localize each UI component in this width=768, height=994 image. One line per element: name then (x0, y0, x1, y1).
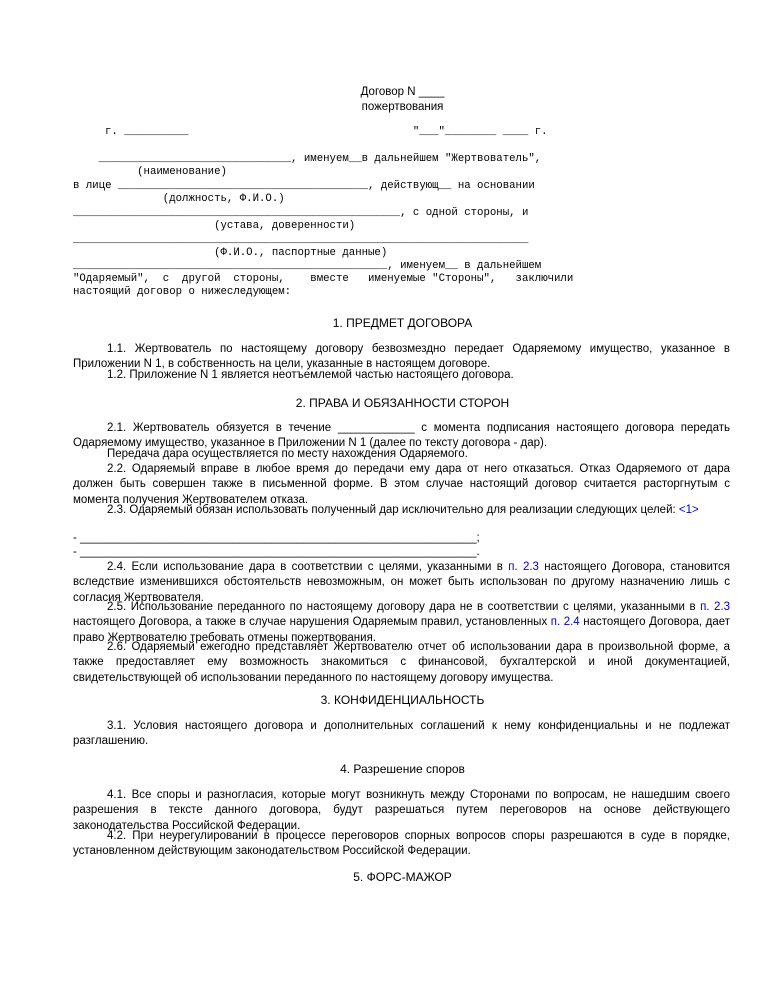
paragraph-2-5-text-c: настоящего Договора, дает право Жертвователю требовать отмены пожертвования. (73, 616, 731, 644)
section-1-heading: 1. ПРЕДМЕТ ДОГОВОРА (332, 316, 473, 330)
section-3-heading: 3. КОНФИДЕНЦИАЛЬНОСТЬ (320, 693, 485, 707)
city-date-line: г. __________ "___"________ ____ г. (105, 126, 548, 138)
section-4-heading: 4. Разрешение споров (340, 762, 465, 776)
paragraph-2-4-text-a: 2.4. Если использование дара в соответствии с целями, указанными в (107, 561, 509, 573)
donor-line: ______________________________, именуем__в дальнейшем "Жертвователь", (73, 153, 542, 165)
paragraph-2-6: 2.6. Одаряемый ежегодно представляет Жертвователю отчет об использовании дара в произвольной форме, а также предоставляет ему возможность знакомиться с финансовой, бухгалтерской и иной документацией, свидетельствующей об использовании переданного по настоящему договору имущества. (73, 641, 730, 684)
charter-line: ___________________________________________________, с одной стороны, и (73, 207, 529, 219)
paragraph-1-2: 1.2. Приложение N 1 является неотъемлемой частью настоящего договора. (107, 369, 514, 381)
recipient-line-2: "Одаряемый", с другой стороны, вместе именуемые "Стороны", заключили (73, 273, 574, 285)
paragraph-4-1: 4.1. Все споры и разногласия, которые могут возникнуть между Сторонами по вопросам, не нашедшим своего разрешения в тексте данного договора, будут разрешаться путем переговоров на основе действующего законодательства Российской Федерации. (73, 789, 730, 832)
recipient-line: _________________________________________________, именуем__ в дальнейшем (73, 260, 542, 272)
paragraph-2-5-text-b: настоящего Договора, а также в случае нарушения Одаряемым правил, установленных (73, 616, 551, 629)
paragraph-3-1: 3.1. Условия настоящего договора и дополнительных соглашений к нему конфиденциальны и не подлежат разглашению. (73, 720, 730, 748)
paragraph-2-3 (73, 503, 730, 518)
paragraph-2-2: 2.2. Одаряемый вправе в любое время до передачи ему дара от него отказаться. Отказ Одаряемого от дара должен быть совершен также в письменной форме. В этом случае настоящий договор считается расторгнутым с момента получения Жертвователем отказа. (73, 463, 730, 506)
footnote-1-link[interactable]: <1> (678, 504, 699, 516)
donor-hint: (наименование) (73, 166, 227, 178)
clause-2-3-link-2[interactable]: п. 2.3 (700, 601, 730, 613)
person-hint: (должность, Ф.И.О.) (73, 193, 285, 205)
paragraph-2-1b: Передача дара осуществляется по месту нахождения Одаряемого. (107, 448, 468, 460)
clause-2-4-link[interactable]: п. 2.4 (550, 616, 580, 629)
paragraph-1-1: 1.1. Жертвователь по настоящему договору безвозмездно передает Одаряемому имущество, указанное в Приложении N 1, в собственность на цели, указанные в настоящем договоре. (73, 343, 730, 371)
paragraph-2-5 (73, 600, 730, 646)
person-line: в лице _______________________________________, действующ__ на основании (73, 180, 535, 192)
blank-line: _______________________________________________________________________ (73, 234, 529, 246)
contract-title: Договор N ____ (360, 86, 445, 98)
charter-hint: (устава, доверенности) (73, 220, 356, 232)
goal-line-1: - ______________________________________________________________; (73, 532, 480, 544)
clause-2-3-link[interactable]: п. 2.3 (508, 561, 539, 573)
goal-line-2: - ______________________________________________________________. (73, 546, 480, 558)
paragraph-4-2: 4.2. При неурегулировании в процессе переговоров спорных вопросов споры разрешаются в суде в порядке, установленном действующим законодательством Российской Федерации. (73, 830, 730, 858)
paragraph-2-3-text: 2.3. Одаряемый обязан использовать полученный дар исключительно для реализации следующих целей: (107, 504, 679, 516)
section-5-heading: 5. ФОРС-МАЖОР (353, 870, 452, 884)
paragraph-2-1: 2.1. Жертвователь обязуется в течение ____________ с момента подписания настоящего договора передать Одаряемому имущество, указанное в Приложении N 1 (далее по тексту договора - дар). (73, 422, 730, 450)
contract-subtitle: пожертвования (361, 101, 444, 113)
paragraph-2-5-text-a: 2.5. Использование переданного по настоящему договору дара не в соответствии с целями, указанными в (107, 601, 701, 613)
paragraph-2-4-text-b: настоящего Договора, становится вследствие изменившихся обстоятельств невозможным, он может быть использован по другому назначению лишь с согласия Жертвователя. (73, 561, 730, 604)
section-2-heading: 2. ПРАВА И ОБЯЗАННОСТИ СТОРОН (295, 396, 510, 410)
passport-hint: (Ф.И.О., паспортные данные) (73, 247, 388, 259)
paragraph-2-4 (73, 560, 730, 606)
recipient-line-3: настоящий договор о нижеследующем: (73, 286, 292, 298)
